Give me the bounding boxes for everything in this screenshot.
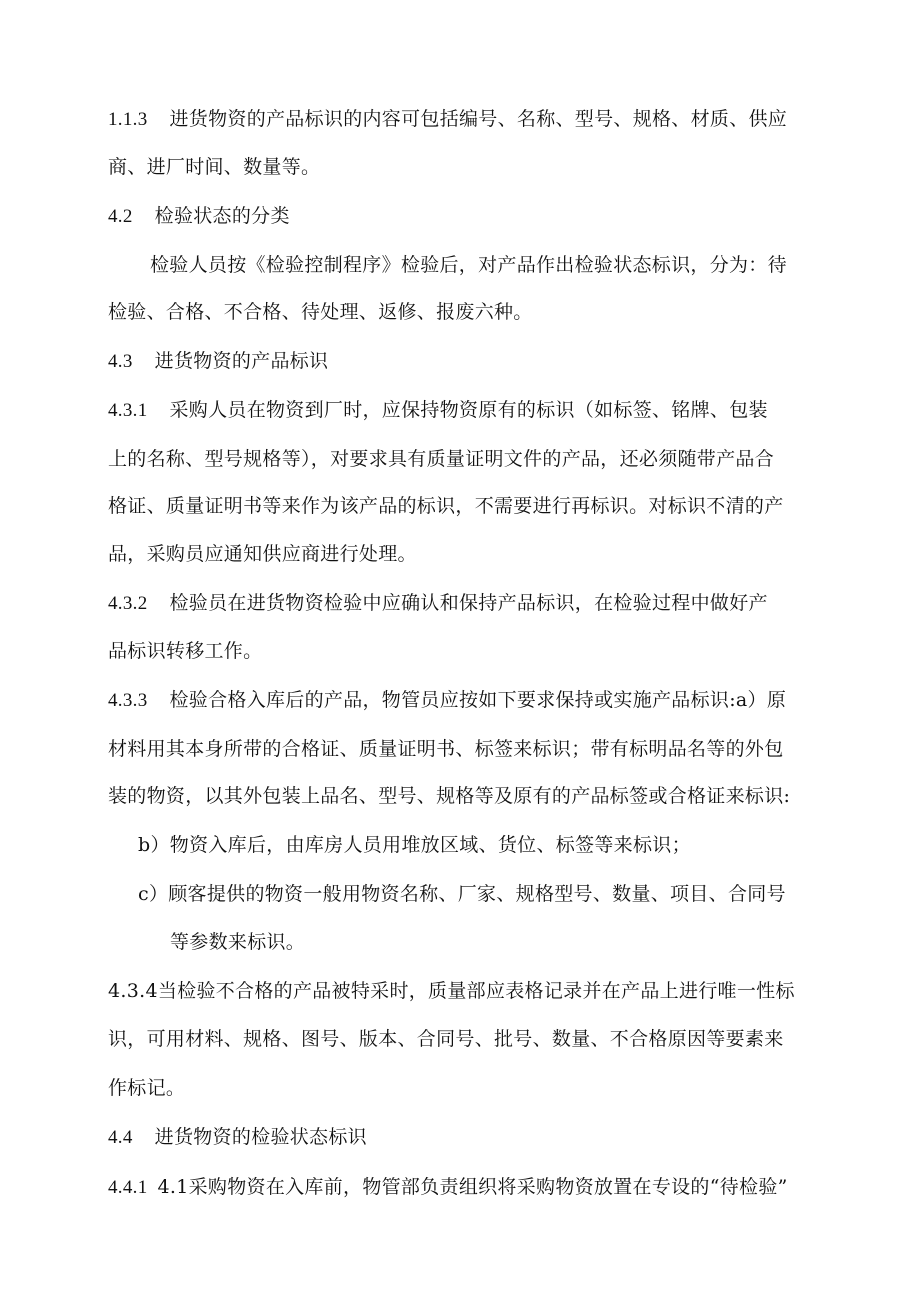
- list-item-c-line-2: 等参数来标识。: [170, 931, 306, 953]
- clause-1-1-3-line-2: 商、进厂时间、数量等。: [108, 156, 321, 178]
- paragraph-4-2-line-2: 检验、合格、不合格、待处理、返修、报废六种。: [108, 301, 533, 323]
- clause-number: 1.1.3: [108, 109, 148, 130]
- clause-4-4-1-line-1: [108, 1175, 788, 1200]
- section-number: 4.3: [108, 351, 133, 372]
- clause-4-3-1-line-4: 品，采购员应通知供应商进行处理。: [108, 543, 417, 565]
- clause-4-3-1-line-2: 上的名称、型号规格等），对要求具有质量证明文件的产品，还必须随带产品合: [108, 448, 775, 470]
- clause-text: 4.1采购物资在入库前，物管部负责组织将采购物资放置在专设的“待检验”: [157, 1176, 788, 1198]
- clause-4-3-1-line-1: [108, 398, 768, 423]
- clause-text: 检验员在进货物资检验中应确认和保持产品标识，在检验过程中做好产: [169, 592, 768, 614]
- clause-text: 进货物资的产品标识的内容可包括编号、名称、型号、规格、材质、供应: [169, 108, 788, 130]
- clause-4-3-2-line-2: 品标识转移工作。: [108, 640, 263, 662]
- clause-4-3-3-line-3: 装的物资，以其外包装上品名、型号、规格等及原有的产品标签或合格证来标识:: [108, 785, 791, 807]
- section-title: 进货物资的产品标识: [154, 350, 329, 372]
- clause-4-3-3-line-1: [108, 688, 786, 713]
- list-item-c-line-1: c）顾客提供的物资一般用物资名称、厂家、规格型号、数量、项目、合同号: [138, 883, 786, 905]
- clause-number: 4.4.1: [108, 1177, 148, 1198]
- section-heading-4-4: [108, 1125, 367, 1150]
- list-item-b: b）物资入库后，由库房人员用堆放区域、货位、标签等来标识；: [138, 834, 691, 856]
- paragraph-4-2-line-1: 检验人员按《检验控制程序》检验后，对产品作出检验状态标识，分为：待: [150, 254, 787, 276]
- clause-4-3-4-line-3: 作标记。: [108, 1077, 186, 1099]
- clause-4-3-3-line-2: 材料用其本身所带的合格证、质量证明书、标签来标识；带有标明品名等的外包: [108, 738, 784, 760]
- clause-number: 4.3.1: [108, 400, 148, 421]
- clause-number: 4.3.3: [108, 690, 148, 711]
- section-number: 4.2: [108, 206, 133, 227]
- section-number: 4.4: [108, 1127, 133, 1148]
- section-heading-4-2: [108, 204, 290, 229]
- clause-4-3-2-line-1: [108, 591, 768, 616]
- clause-4-3-4-line-1: 4.3.4当检验不合格的产品被特采时，质量部应表格记录并在产品上进行唯一性标: [108, 980, 795, 1002]
- clause-4-3-1-line-3: 格证、质量证明书等来作为该产品的标识，不需要进行再标识。对标识不清的产: [108, 495, 784, 517]
- clause-4-3-4-line-2: 识，可用材料、规格、图号、版本、合同号、批号、数量、不合格原因等要素来: [108, 1028, 784, 1050]
- clause-text: 检验合格入库后的产品，物管员应按如下要求保持或实施产品标识:a）原: [169, 689, 787, 711]
- clause-text: 采购人员在物资到厂时，应保持物资原有的标识（如标签、铭牌、包装: [169, 399, 768, 421]
- section-title: 进货物资的检验状态标识: [154, 1126, 367, 1148]
- section-heading-4-3: [108, 349, 328, 374]
- clause-1-1-3-line-1: [108, 107, 787, 132]
- clause-number: 4.3.2: [108, 593, 148, 614]
- section-title: 检验状态的分类: [154, 205, 290, 227]
